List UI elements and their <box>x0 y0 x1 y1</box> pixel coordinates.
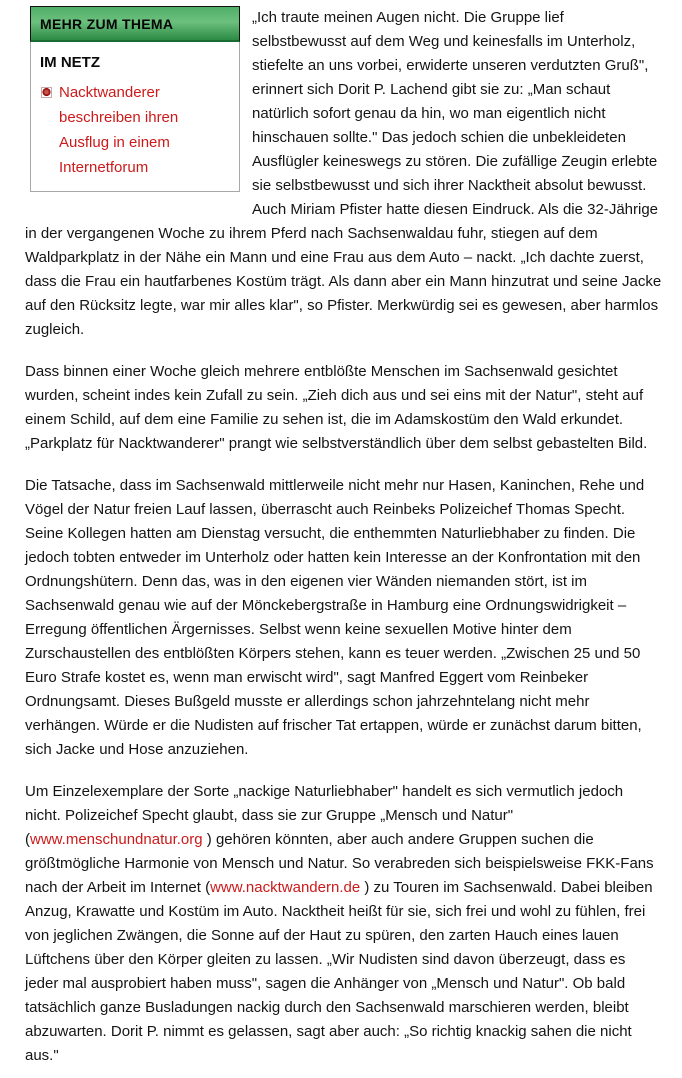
text-segment: Die Tatsache, dass im Sachsenwald mittlerweile nicht mehr nur Hasen, Kaninchen, Rehe und Vögel der Natur freien Lauf lassen, überrascht auch Reinbeks Polizeichef Thomas Specht. Seine Kollegen hatten am Dienstag versucht, die enthemmten Naturliebhaber zu finden. Die jedoch tobten entweder im Unterholz oder hatten kein Interesse an der Konfrontation mit den Ordnungshütern. Denn das, was in den eigenen vier Wänden niemanden stört, ist im Sachsenwald genau wie auf der Mönckebergstraße in Hamburg eine Ordnungswidrigkeit – Erregung öffentlichen Ärgernisses. Selbst wenn keine sexuellen Motive hinter dem Zurschaustellen des entblößten Körpers stehen, kann es teuer werden. „Zwischen 25 und 50 Euro Strafe kostet es, wenn man erwischt wird", sagt Manfred Eggert vom Reinbeker Ordnungsamt. Dieses Bußgeld musste er allerdings schon jahrzehntelang nicht mehr verhängen. Würde er die Nudisten auf frischer Tat ertappen, würde er zunächst darum bitten, sich Jacke und Hose anzuziehen. <box>25 477 645 758</box>
related-box-body <box>31 42 239 191</box>
text-segment: Um Einzelexemplare der Sorte „nackige Naturliebhaber" handelt es sich vermutlich jedoch nicht. Polizeichef Specht glaubt, dass sie zur Gruppe „Mensch und Natur" ( <box>25 783 624 848</box>
text-segment: ) zu Touren im Sachsenwald. Dabei bleiben Anzug, Krawatte und Kostüm im Auto. Nacktheit heißt für sie, sich frei und wohl zu fühlen, frei von jeglichen Zwängen, die Sonne auf der Haut zu spüren, den zarten Hauch eines lauen Lüftchens über den Körper gleiten zu lassen. „Wir Nudisten sind davon überzeugt, dass es jeder mal ausprobiert haben muss", sagen die Anhänger von „Mensch und Natur". Ob bald tatsächlich ganze Busladungen nackig durch den Sachsenwald marschieren werden, bleibt abzuwarten. Dorit P. nimmt es gelassen, sagt aber auch: „So richtig knackig sahen die nicht aus." <box>25 879 653 1064</box>
inline-link[interactable]: www.nacktwandern.de <box>210 879 361 896</box>
inline-link[interactable]: www.menschundnatur.org <box>30 831 203 848</box>
text-segment: Dass binnen einer Woche gleich mehrere entblößte Menschen im Sachsenwald gesichtet wurden, scheint indes kein Zufall zu sein. „Zieh dich aus und sei eins mit der Natur", steht auf einem Schild, auf dem eine Familie zu sehen ist, die im Adamskostüm den Wald erkundet. „Parkplatz für Nacktwanderer" prangt wie selbstverständlich über dem selbst gebastelten Bild. <box>25 363 648 452</box>
article-paragraph <box>25 360 662 456</box>
article-paragraph <box>25 474 662 762</box>
article-paragraph <box>25 780 662 1068</box>
related-topics-box <box>30 6 240 192</box>
text-segment: „Ich traute meinen Augen nicht. Die Gruppe lief selbstbewusst auf dem Weg und keinesfalls im Unterholz, stiefelte an uns vorbei, erwiderte unseren verdutzten Gruß", erinnert sich Dorit P. Lachend gibt sie zu: „Man schaut natürlich sofort genau da hin, wo man eigentlich nicht hinschauen sollte." Das jedoch schien die unbekleideten Ausflügler keineswegs zu stören. Die zufällige Zeugin erlebte sie selbstbewusst und sich ihrer Nacktheit absolut bewusst. Auch Miriam Pfister hatte diesen Eindruck. Als die 32-Jährige in der vergangenen Woche zu ihrem Pferd nach Sachsenwaldau fuhr, stiegen auf dem Waldparkplatz in der Nähe ein Mann und eine Frau aus dem Auto – nackt. „Ich dachte zuerst, dass die Frau ein hautfarbenes Kostüm trägt. Als dann aber ein Mann hinzutrat und seine Jacke auf den Rücksitz legte, war mir alles klar", so Pfister. Merkwürdig sei es gewesen, aber harmlos zugleich. <box>25 9 662 338</box>
related-link-item[interactable] <box>40 80 229 180</box>
related-box-header: MEHR ZUM THEMA <box>30 6 240 42</box>
forum-link[interactable]: Nacktwanderer beschreiben ihren Ausflug in einem Internetforum <box>59 84 179 176</box>
red-dot-icon <box>41 87 52 98</box>
im-netz-heading: IM NETZ <box>40 54 100 71</box>
text-segment: ) gehören könnten, aber auch andere Gruppen suchen die größtmögliche Harmonie von Mensch und Natur. So verabreden sich beispielsweise FKK-Fans nach der Arbeit im Internet ( <box>25 831 654 896</box>
